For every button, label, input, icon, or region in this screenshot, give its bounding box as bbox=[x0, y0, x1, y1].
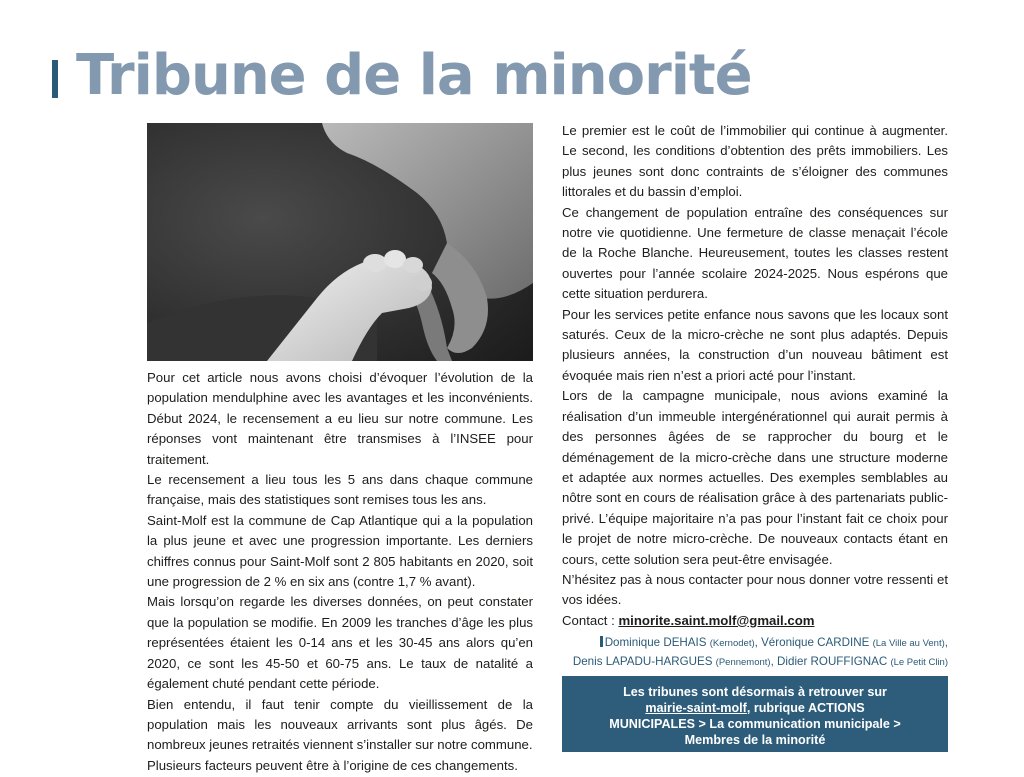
paragraph: Plusieurs facteurs peuvent être à l’origine de ces changements. bbox=[147, 757, 518, 773]
signature-line-1: Dominique DEHAIS (Kernodet), Véronique CARDINE (La Ville au Vent), bbox=[562, 634, 948, 653]
signature-line-2: Denis LAPADU-HARGUES (Pennemont), Didier ROUFFIGNAC (Le Petit Clin) bbox=[572, 655, 948, 668]
author-name: Denis LAPADU-HARGUES bbox=[572, 655, 713, 668]
author-place: (Le Petit Clin) bbox=[890, 657, 948, 668]
info-line-2-rest: , rubrique ACTIONS bbox=[746, 701, 865, 715]
info-line-1: Les tribunes sont désormais à retrouver sur bbox=[623, 685, 887, 699]
author-place: (La Ville au Vent) bbox=[872, 638, 945, 649]
hands-photo-illustration bbox=[147, 123, 533, 361]
paragraph: Ce changement de population entraîne des conséquences sur notre vie quotidienne. Une fermeture de classe menaçait l’école de la Roche Blanche. Heureusement, toutes les classes restent ouvertes pour l’année scolaire 2024-2025. Nous espérons que cette situation perdurera. bbox=[562, 204, 948, 302]
paragraph: Le recensement a lieu tous les 5 ans dans chaque commune française, mais des statistiques sont remises tous les ans. bbox=[147, 472, 533, 508]
title-accent-bar bbox=[52, 60, 58, 98]
signature-accent-bar bbox=[600, 636, 603, 647]
author-name: Véronique CARDINE bbox=[761, 636, 870, 649]
left-column-text bbox=[147, 368, 533, 776]
paragraph: Lors de la campagne municipale, nous avions examiné la réalisation d’un immeuble intergénérationnel qui aurait permis à des personnes âgées de se rapprocher du bourg et le déménagement de la micro-crèche dans une structure moderne et adaptée aux normes actuelles. Des exemples semblables au nôtre sont en cours de réalisation grâce à des partenariats public-privé. L’équipe majoritaire n’a pas pour l’instant fait ce choix pour le projet de notre micro-crèche. De nouveaux contacts étant en cours, cette solution sera peut-être envisagée. bbox=[562, 388, 948, 567]
paragraph: Le premier est le coût de l’immobilier qui continue à augmenter. Le second, les conditions d’obtention des prêts immobiliers. Les plus jeunes sont donc contraints de s’éloigner des communes littorales et du bassin d’emploi. bbox=[562, 123, 948, 200]
signature-block bbox=[562, 634, 948, 672]
paragraph: N’hésitez pas à nous contacter pour nous donner votre ressenti et vos idées. bbox=[562, 571, 948, 608]
paragraph: Pour cet article nous avons choisi d’évoquer l’évolution de la population mendulphine avec les avantages et les inconvénients. Début 2024, le recensement a eu lieu sur notre commune. Les réponses vont maintenant être transmises à l’INSEE pour traitement. bbox=[147, 370, 533, 467]
author-place: (Pennemont) bbox=[715, 657, 771, 668]
info-line-2 bbox=[572, 700, 938, 716]
contact-email-link[interactable]: minorite.saint.molf@gmail.com bbox=[618, 612, 815, 628]
hands-photo bbox=[147, 123, 533, 361]
author-place: (Kernodet) bbox=[709, 638, 755, 649]
paragraph: Bien entendu, il faut tenir compte du vieillissement de la population mais les nouveaux arrivants sont plus âgés. De nombreux jeunes retraités viennent s’installer sur notre commune. bbox=[147, 696, 533, 753]
info-box bbox=[562, 676, 948, 752]
right-column-text bbox=[562, 121, 948, 631]
info-line-4: Membres de la minorité bbox=[684, 733, 826, 747]
info-line-3: MUNICIPALES > La communication municipale > bbox=[609, 717, 901, 731]
paragraph: Mais lorsqu’on regarde les diverses données, on peut constater que la population se modifie. En 2009 les tranches d’âge les plus représentées étaient les 0-14 ans et les 30-45 ans alors qu’en 2020, ce sont les 45-50 et 60-75 ans. Le taux de natalité a également chuté pendant cette période. bbox=[147, 594, 533, 692]
paragraph: Saint-Molf est la commune de Cap Atlantique qui a la population la plus jeune et avec une progression importante. Les derniers chiffres connus pour Saint-Molf sont 2 805 habitants en 2020, soit une progression de 2 % en six ans (contre 1,7 % avant). bbox=[147, 512, 533, 590]
page-title: Tribune de la minorité bbox=[76, 43, 752, 108]
contact-label: Contact : bbox=[562, 612, 619, 628]
contact-line bbox=[562, 611, 948, 631]
mairie-link[interactable]: mairie-saint-molf bbox=[645, 701, 747, 715]
paragraph: Pour les services petite enfance nous savons que les locaux sont saturés. Ceux de la micro-crèche ne sont plus adaptés. Depuis plusieurs années, la construction d’un nouveau bâtiment est évoquée mais rien n’est a priori acté pour l’instant. bbox=[562, 306, 948, 383]
author-name: Didier ROUFFIGNAC bbox=[777, 655, 888, 668]
author-name: Dominique DEHAIS bbox=[604, 636, 707, 649]
